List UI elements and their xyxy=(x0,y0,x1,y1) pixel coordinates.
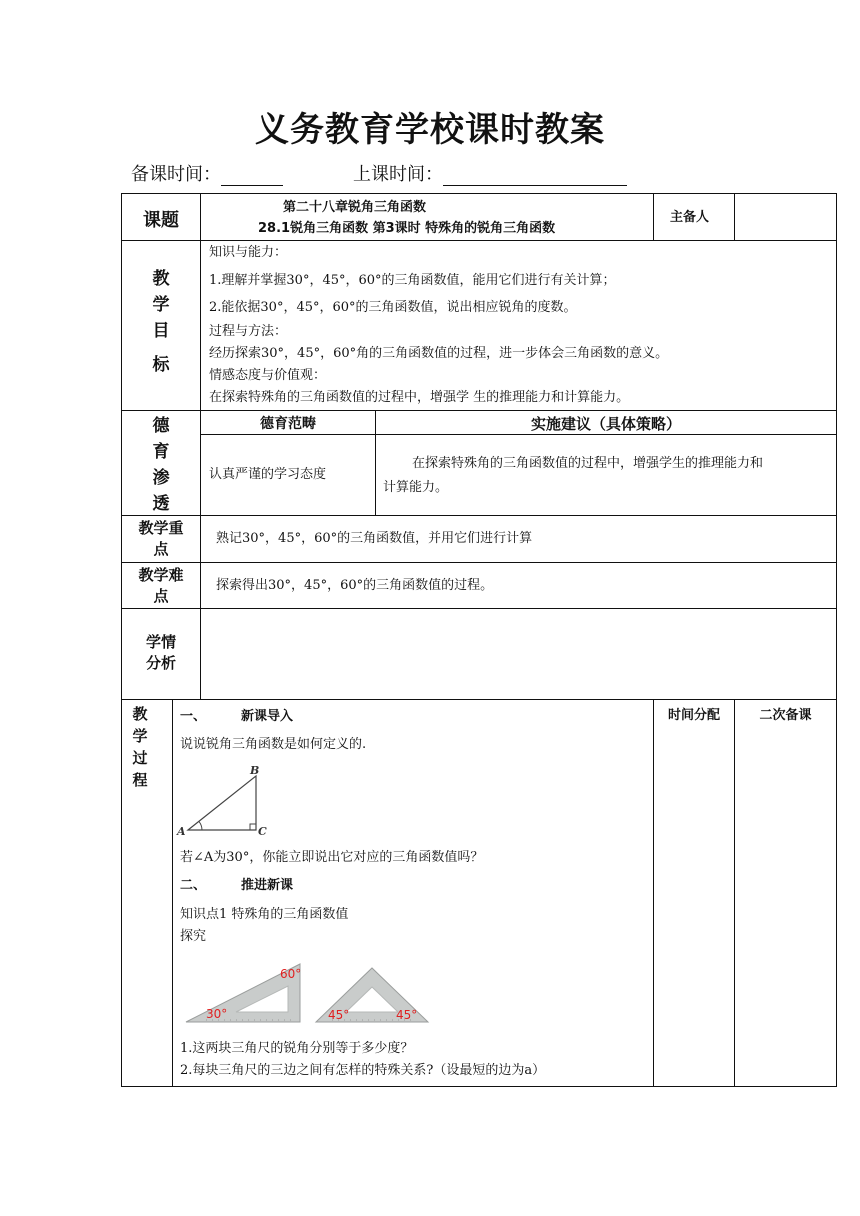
vertex-b-label: B xyxy=(250,764,260,777)
set-squares-figure xyxy=(184,960,434,1026)
ruler2-right-45-label: 45° xyxy=(396,1008,418,1022)
ruler1-60-label: 60° xyxy=(280,967,302,981)
prep-time-blank[interactable] xyxy=(221,167,283,186)
analysis-label xyxy=(122,632,200,674)
objectives-char-3: 目 xyxy=(152,321,170,341)
knowledge-point: 知识点1 特殊角的三角函数值 xyxy=(180,907,349,922)
difficulty-label xyxy=(122,565,200,607)
section1-number: 一、 xyxy=(180,709,207,724)
section2-number: 二、 xyxy=(180,878,207,893)
difficulty-label-1: 教学难 xyxy=(138,566,184,584)
ruler1-30-label: 30° xyxy=(206,1007,228,1021)
preparer-label: 主备人 xyxy=(670,210,710,225)
objectives-char-2: 学 xyxy=(152,295,170,315)
objective-line: 情感态度与价值观： xyxy=(209,368,327,383)
question-30-degree: 若∠A为30°，你能立即说出它对应的三角函数值吗？ xyxy=(180,850,484,865)
moral-category: 认真严谨的学习态度 xyxy=(209,467,327,482)
topic-lesson: 28.1锐角三角函数 第3课时 特殊角的锐角三角函数 xyxy=(258,221,556,236)
vertex-a-label: A xyxy=(177,825,186,838)
key-point-label xyxy=(122,518,200,560)
prep-time xyxy=(131,160,283,186)
key-point-label-1: 教学重 xyxy=(138,519,184,537)
process-char-2: 学 xyxy=(132,727,148,745)
moral-char-3: 渗 xyxy=(152,468,170,488)
objective-line: 知识与能力： xyxy=(209,245,288,260)
explore-label: 探究 xyxy=(180,929,207,944)
preparer-value[interactable] xyxy=(735,194,836,240)
prep-time-label: 备课时间： xyxy=(131,164,221,185)
section2-title: 推进新课 xyxy=(241,878,294,893)
time-allocation-cell[interactable] xyxy=(654,725,733,1085)
objective-line: 2.能依据30°，45°，60°的三角函数值，说出相应锐角的度数。 xyxy=(209,300,577,315)
moral-char-1: 德 xyxy=(152,416,170,436)
key-point-text: 熟记30°，45°，60°的三角函数值，并用它们进行计算 xyxy=(216,531,533,546)
second-prep-header: 二次备课 xyxy=(759,708,812,723)
objective-line: 过程与方法： xyxy=(209,324,288,339)
section1-title: 新课导入 xyxy=(241,709,294,724)
process-char-1: 教 xyxy=(132,705,148,723)
difficulty-label-2: 点 xyxy=(153,587,169,605)
vertex-c-label: C xyxy=(258,825,267,838)
analysis-label-2: 分析 xyxy=(145,654,176,672)
moral-suggestion-header: 实施建议（具体策略） xyxy=(530,415,681,433)
key-point-label-2: 点 xyxy=(153,540,169,558)
moral-char-2: 育 xyxy=(152,442,170,462)
topic-chapter: 第二十八章锐角三角函数 xyxy=(283,200,427,215)
objectives-char-4: 标 xyxy=(152,355,170,375)
class-time-label: 上课时间： xyxy=(353,164,443,185)
doc-title: 义务教育学校课时教案 xyxy=(255,110,605,150)
objective-line: 在探索特殊角的三角函数值的过程中，增强学 生的推理能力和计算能力。 xyxy=(209,390,630,405)
analysis-content[interactable] xyxy=(201,609,836,699)
process-char-4: 程 xyxy=(132,771,148,789)
moral-category-header: 德育范畴 xyxy=(260,416,316,432)
moral-suggestion-1: 在探索特殊角的三角函数值的过程中，增强学生的推理能力和 xyxy=(412,456,764,471)
time-allocation-header: 时间分配 xyxy=(667,708,720,723)
right-triangle-figure xyxy=(174,764,274,840)
second-prep-cell[interactable] xyxy=(735,725,835,1085)
moral-suggestion-2: 计算能力。 xyxy=(383,480,449,495)
objective-line: 经历探索30°，45°，60°角的三角函数值的过程，进一步体会三角函数的意义。 xyxy=(209,346,669,361)
process-char-3: 过 xyxy=(132,749,148,767)
question-1: 1.这两块三角尺的锐角分别等于多少度？ xyxy=(180,1041,414,1056)
class-time-blank[interactable] xyxy=(443,167,627,186)
difficulty-text: 探索得出30°，45°，60°的三角函数值的过程。 xyxy=(216,578,494,593)
objective-line: 1.理解并掌握30°，45°，60°的三角函数值，能用它们进行有关计算； xyxy=(209,273,616,288)
class-time xyxy=(353,160,627,186)
intro-question: 说说锐角三角函数是如何定义的. xyxy=(180,737,367,752)
question-2: 2.每块三角尺的三边之间有怎样的特殊关系?（设最短的边为a） xyxy=(180,1063,546,1078)
ruler2-left-45-label: 45° xyxy=(328,1008,350,1022)
moral-char-4: 透 xyxy=(152,494,170,514)
objectives-char-1: 教 xyxy=(152,269,170,289)
analysis-label-1: 学情 xyxy=(145,633,176,651)
topic-label: 课题 xyxy=(143,210,179,231)
